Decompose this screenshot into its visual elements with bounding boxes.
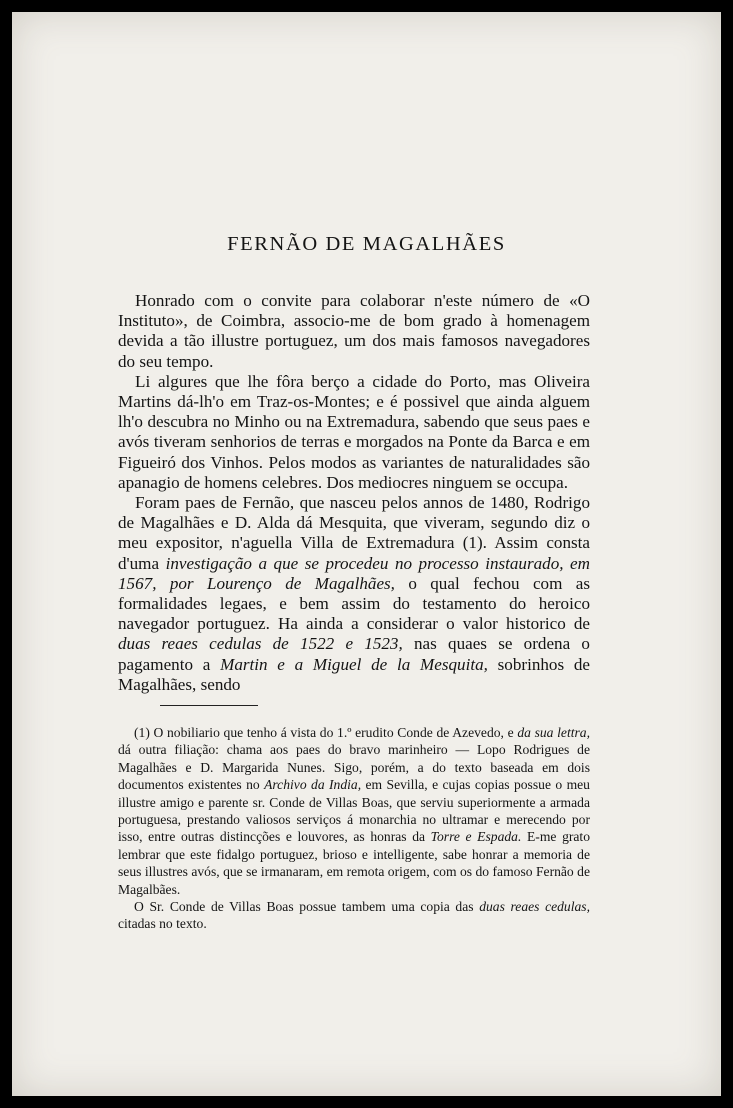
text-run: (1) O nobiliario que tenho á vista do 1.º erudito Conde de Azevedo, e — [134, 725, 518, 740]
footnote — [118, 898, 590, 933]
main-text — [118, 291, 590, 695]
italic-run: investigação a que se procedeu no processo instaurado, em 1567, por Lourenço de Magalhães, — [118, 553, 590, 593]
text-run: em Sevilla, e cujas copias possue o meu illustre amigo e parente sr. Conde de Villas Boas, que serviu superiormente a armada portuguesa, prestando valiosos serviços á monarchia no ultramar e merecendo por isso, entre outras distincções e louvores, as honras da — [118, 777, 590, 845]
italic-run: duas reaes cedulas, — [479, 899, 590, 915]
italic-run: Archivo da India, — [264, 777, 362, 793]
text-run: dá outra filiação: chama aos paes do bravo marinheiro — Lopo Rodrigues de Magalhães e D. Margarida Nunes. Sigo, porém, a do texto baseada em dois documentos existentes no — [118, 742, 590, 793]
text-run: O Sr. Conde de Villas Boas possue tambem uma copia das — [134, 899, 480, 915]
italic-run: duas reaes cedulas de 1522 e 1523, — [118, 634, 403, 654]
italic-run: Torre e Espada. — [430, 829, 522, 845]
footnote-divider — [160, 705, 258, 706]
text-run: sobrinhos de Magalhães, sendo — [118, 654, 590, 694]
paragraph — [118, 291, 590, 372]
text-run: nas quaes se ordena o pagamento a — [118, 634, 590, 674]
paragraph — [118, 493, 590, 695]
scanned-page — [12, 12, 721, 1096]
page-title: FERNÃO DE MAGALHÃES — [227, 233, 506, 255]
text-run: o qual fechou com as formalidades legaes, e bem assim do testamento do heroico navegador portuguez. Ha ainda a considerar o valor historico de — [118, 573, 590, 634]
text-run: E-me grato lembrar que este fidalgo portuguez, brioso e intelligente, sabe honrar a memoria de seus illustres avós, que se irmanaram, em remota origem, com os do famoso Fernão de Magalbães. — [118, 829, 591, 897]
footnote — [118, 724, 590, 898]
italic-run: da sua lettra, — [517, 725, 590, 740]
footnotes — [118, 724, 590, 933]
text-run: Honrado com o convite para colaborar n'este número de «O Instituto», de Coimbra, associo-me de bom grado à homenagem devida a tão illustre portuguez, um dos mais famosos navegadores do seu tempo. — [118, 291, 590, 371]
text-run: Foram paes de Fernão, que nasceu pelos annos de 1480, Rodrigo de Magalhães e D. Alda dá Mesquita, que viveram, segundo diz o meu expositor, n'aguella Villa de Extremadura (1). Assim consta d'uma — [118, 493, 590, 573]
text-run: Li algures que lhe fôra berço a cidade do Porto, mas Oliveira Martins dá-lh'o em Traz-os-Montes; e é possivel que ainda alguem lh'o descubra no Minho ou na Extremadura, sabendo que seus paes e avós tiveram senhorios de terras e morgados na Ponte da Barca e em Figueiró dos Vinhos. Pelos modos as variantes de naturalidades são apanagio de homens celebres. Dos mediocres ninguem se occupa. — [118, 371, 590, 492]
italic-run: Martin e a Miguel de la Mesquita, — [220, 654, 488, 674]
paragraph — [118, 372, 590, 493]
text-run: citadas no texto. — [118, 916, 207, 932]
